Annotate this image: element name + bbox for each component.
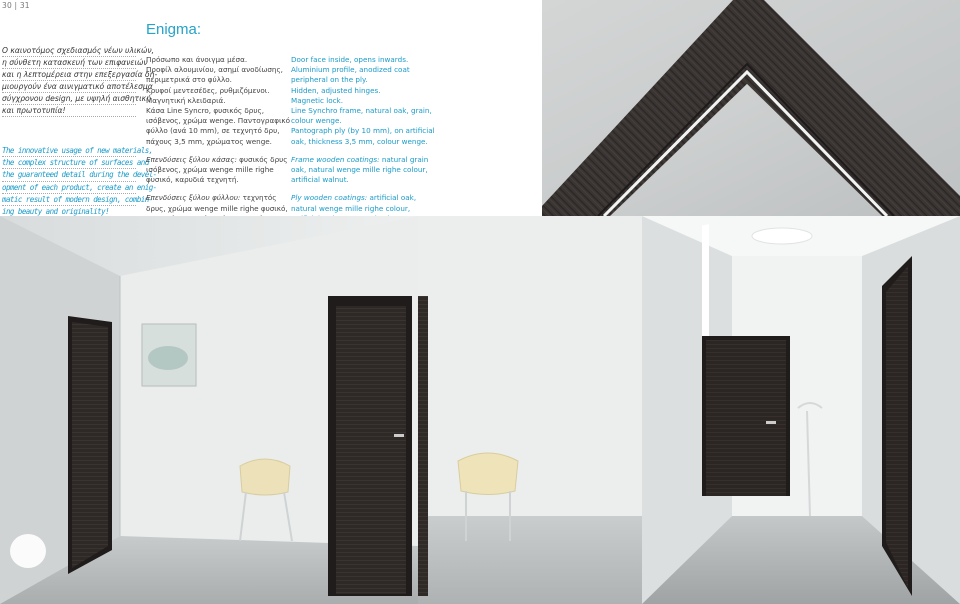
spec-line-labeled — [291, 154, 429, 165]
intro-greek-line: μιουργούν ένα αινιγματικό αποτέλεσμα — [2, 82, 153, 91]
intro-english-line: ing beauty and originality! — [2, 206, 136, 218]
intro-english-line: The innovative usage of new materials, — [2, 145, 136, 157]
spec-line: oak, thickness 3,5 mm, colour wenge. — [291, 136, 428, 146]
intro-english — [2, 145, 157, 218]
spec-text: φυσικός δρυς — [236, 154, 288, 164]
intro-english-line: opment of each product, create an enig- — [2, 182, 136, 194]
spec-line: Κρυφοί μεντεσέδες, ρυθμιζόμενοι. — [146, 85, 270, 95]
spec-line: δρυς, χρώμα wenge mille righe φυσικό, — [146, 203, 288, 213]
specs-greek-block2 — [146, 155, 286, 186]
specs-english-block1 — [291, 55, 435, 147]
room-photo-middle — [418, 216, 642, 604]
intro-greek-line: Ο καινοτόμος σχεδιασμός νέων υλικών, — [2, 46, 154, 55]
intro-greek — [2, 45, 158, 117]
page-title: Enigma: — [146, 21, 202, 38]
intro-greek-line: σύγχρονου design, με υψηλή αισθητική — [2, 94, 151, 103]
spec-text: artificial oak, — [367, 193, 417, 203]
spec-line: artificial walnut. — [291, 175, 349, 185]
spec-line: oak, natural wenge mille righe colour, — [291, 165, 428, 175]
spec-line: πάχους 3,5 mm, χρώματος wenge. — [146, 136, 272, 146]
spec-line: ισόβενος, χρώμα wenge. Παντογραφικό — [146, 116, 291, 126]
room-photo-right — [642, 216, 960, 604]
spec-line: natural wenge mille righe colour, — [291, 203, 411, 213]
spec-line: peripheral on the ply. — [291, 75, 368, 85]
specs-greek-block1 — [146, 55, 291, 147]
spec-line: Pantograph ply (by 10 mm), on artificial — [291, 126, 435, 136]
spec-line: Μαγνητική κλειδαριά. — [146, 95, 226, 105]
spec-line: περιμετρικά στο φύλλο. — [146, 75, 232, 85]
spec-line: Aluminium profile, anodized coat — [291, 65, 410, 75]
spec-line: Πρόσωπο και άνοιγμα μέσα. — [146, 55, 248, 64]
spec-line-labeled — [146, 193, 286, 203]
spec-line: Door face inside, opens inwards. — [291, 55, 409, 64]
spec-line: φύλλο (ανά 10 mm), σε τεχνητό δρυ, — [146, 126, 280, 136]
detail-photo — [542, 0, 960, 216]
spec-line-labeled — [146, 155, 286, 165]
intro-greek-line: και πρωτοτυπία! — [2, 105, 136, 117]
intro-greek-line: και η λεπτομέρεια στην επεξεργασία δη- — [2, 70, 158, 79]
spec-line: colour wenge. — [291, 116, 342, 126]
spec-label: Ply wooden coatings: — [291, 193, 368, 203]
spec-line: Line Synchro frame, natural oak, grain, — [291, 106, 432, 116]
spec-label: Επενδύσεις ξύλου φύλλου: — [146, 193, 241, 203]
room-photo-left — [0, 216, 418, 604]
intro-greek-line: η σύνθετη κατασκευή των επιφανειών — [2, 58, 148, 67]
spec-label: Επενδύσεις ξύλου κάσας: — [146, 154, 237, 164]
spec-line: φυσικό, καρυδιά τεχνητή. — [146, 175, 239, 185]
spec-line-labeled — [291, 193, 421, 203]
spec-line: ισόβενος, χρώμα wenge mille righe — [146, 165, 274, 175]
intro-english-line: the guaranteed detail during the devel- — [2, 169, 136, 181]
spec-line: Κάσα Line Syncro, φυσικός δρυς, — [146, 106, 265, 116]
spec-line: Προφίλ αλουμινίου, ασημί ανοδίωσης, — [146, 65, 283, 75]
spec-text: natural grain — [379, 154, 429, 164]
page-number: 30 | 31 — [2, 1, 30, 10]
intro-english-line: the complex structure of surfaces and — [2, 157, 136, 169]
specs-english-block2 — [291, 154, 429, 186]
intro-english-line: matic result of modern design, combin- — [2, 194, 136, 206]
spec-line: Magnetic lock. — [291, 95, 343, 105]
spec-text: τεχνητός — [240, 193, 277, 203]
spec-line: Hidden, adjusted hinges. — [291, 85, 381, 95]
spec-label: Frame wooden coatings: — [291, 154, 380, 164]
